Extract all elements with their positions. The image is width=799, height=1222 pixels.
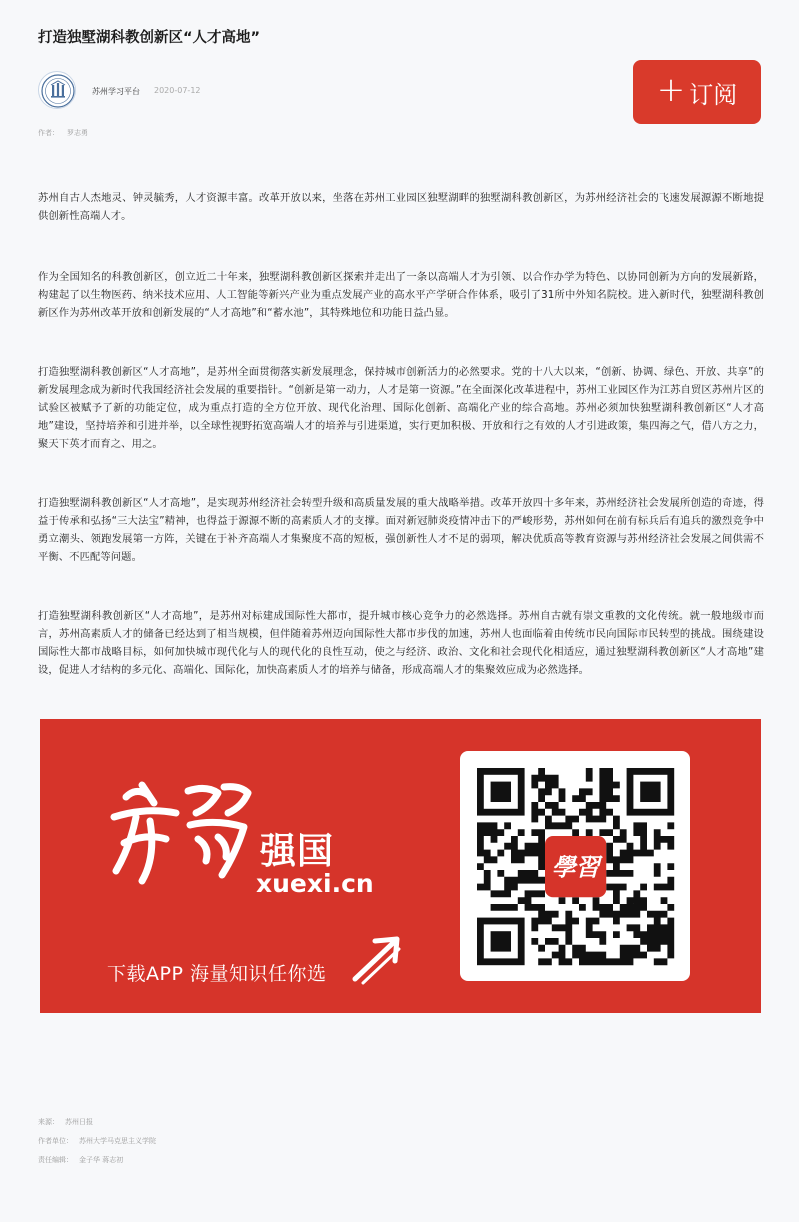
footer-editor [38, 1155, 123, 1165]
banner-slogan: 下载APP 海量知识任你选 [107, 963, 327, 985]
qr-code[interactable] [460, 751, 690, 981]
article-title: 打造独墅湖科教创新区“人才高地” [38, 30, 261, 46]
footer-editor-label: 责任编辑： [38, 1156, 73, 1164]
publish-date: 2020-07-12 [154, 86, 201, 95]
article-paragraph: 打造独墅湖科教创新区“人才高地”，是苏州对标建成国际性大都市，提升城市核心竞争力的必然选择。苏州自古就有崇文重教的文化传统。就一般地级市而言，苏州高素质人才的储备已经达到了相当规模，但伴随着苏州迈向国际性大都市步伐的加速，苏州人也面临着由传统市民向国际市民转型的挑战。围绕建设国际性大都市战略目标，如何加快城市现代化与人的现代化的良性互动，使之与经济、政治、文化和社会现代化相适应，通过独墅湖科教创新区“人才高地”建设，促进人才结构的多元化、高端化、国际化，加快高素质人才的培养与储备，形成高端人才的集聚效应成为必然选择。 [38, 610, 764, 676]
footer-unit-value: 苏州大学马克思主义学院 [79, 1137, 156, 1145]
arrow-icon [349, 933, 405, 989]
source-logo-icon [39, 72, 76, 109]
qr-code-icon [460, 751, 690, 981]
xuexi-promo-banner[interactable] [40, 719, 761, 1013]
article-paragraph: 苏州自古人杰地灵、钟灵毓秀，人才资源丰富。改革开放以来，坐落在苏州工业园区独墅湖畔的独墅湖科教创新区，为苏州经济社会的飞速发展源源不断地提供创新性高端人才。 [38, 192, 764, 222]
article-paragraph: 作为全国知名的科教创新区，创立近二十年来，独墅湖科教创新区探索并走出了一条以高端人才为引领、以合作办学为特色、以协同创新为方向的发展新路，构建起了以生物医药、纳米技术应用、人工智能等新兴产业为重点发展产业的高水平产学研合作体系，吸引了31所中外知名院校。进入新时代，独墅湖科教创新区作为苏州改革开放和创新发展的“人才高地”和“蓄水池”，其特殊地位和功能日益凸显。 [38, 271, 764, 319]
source-avatar[interactable] [38, 71, 76, 109]
plus-icon: + [656, 70, 686, 110]
source-name[interactable]: 苏州学习平台 [92, 87, 140, 96]
xuexi-calligraphy-logo [106, 777, 256, 891]
author-line [38, 128, 88, 138]
qr-center-logo-text: 學習 [551, 852, 600, 882]
footer-unit-label: 作者单位： [38, 1137, 73, 1145]
footer-author-unit [38, 1136, 156, 1146]
footer-editor-value: 金子华 蒋志初 [79, 1156, 124, 1164]
subscribe-label: 订阅 [689, 80, 738, 109]
subscribe-button[interactable] [633, 60, 761, 124]
banner-brand-text: 强国 [260, 831, 335, 872]
footer-source-label: 来源： [38, 1118, 59, 1126]
author-label: 作者： [38, 129, 59, 137]
banner-domain-text: xuexi.cn [256, 869, 374, 898]
article-paragraph: 打造独墅湖科教创新区“人才高地”，是苏州全面贯彻落实新发展理念，保持城市创新活力的必然要求。党的十八大以来，“创新、协调、绿色、开放、共享”的新发展理念成为新时代我国经济社会发展的重要指针。“创新是第一动力，人才是第一资源。”在全面深化改革进程中，苏州工业园区作为江苏自贸区苏州片区的试验区被赋予了新的功能定位，成为重点打造的全方位开放、现代化治理、国际化创新、高端化产业的综合高地。苏州必须加快独墅湖科教创新区“人才高地”建设，坚持培养和引进并举，以全球性视野拓宽高端人才的培养与引进渠道，实行更加积极、开放和行之有效的人才引进政策，集四海之气，借八方之力，聚天下英才而育之、用之。 [38, 366, 764, 450]
article-paragraph: 打造独墅湖科教创新区“人才高地”，是实现苏州经济社会转型升级和高质量发展的重大战略举措。改革开放四十多年来，苏州经济社会发展所创造的奇迹，得益于传承和弘扬“三大法宝”精神，也得益于源源不断的高素质人才的支撑。面对新冠肺炎疫情冲击下的严峻形势，苏州如何在前有标兵后有追兵的激烈竞争中勇立潮头、领跑发展第一方阵，关键在于补齐高端人才集聚度不高的短板，强创新性人才不足的弱项，解决优质高等教育资源与苏州经济社会发展之间供需不平衡、不匹配等问题。 [38, 497, 764, 563]
footer-source-value: 苏州日报 [65, 1118, 93, 1126]
author-name: 罗志勇 [67, 129, 88, 137]
footer-source [38, 1117, 93, 1127]
